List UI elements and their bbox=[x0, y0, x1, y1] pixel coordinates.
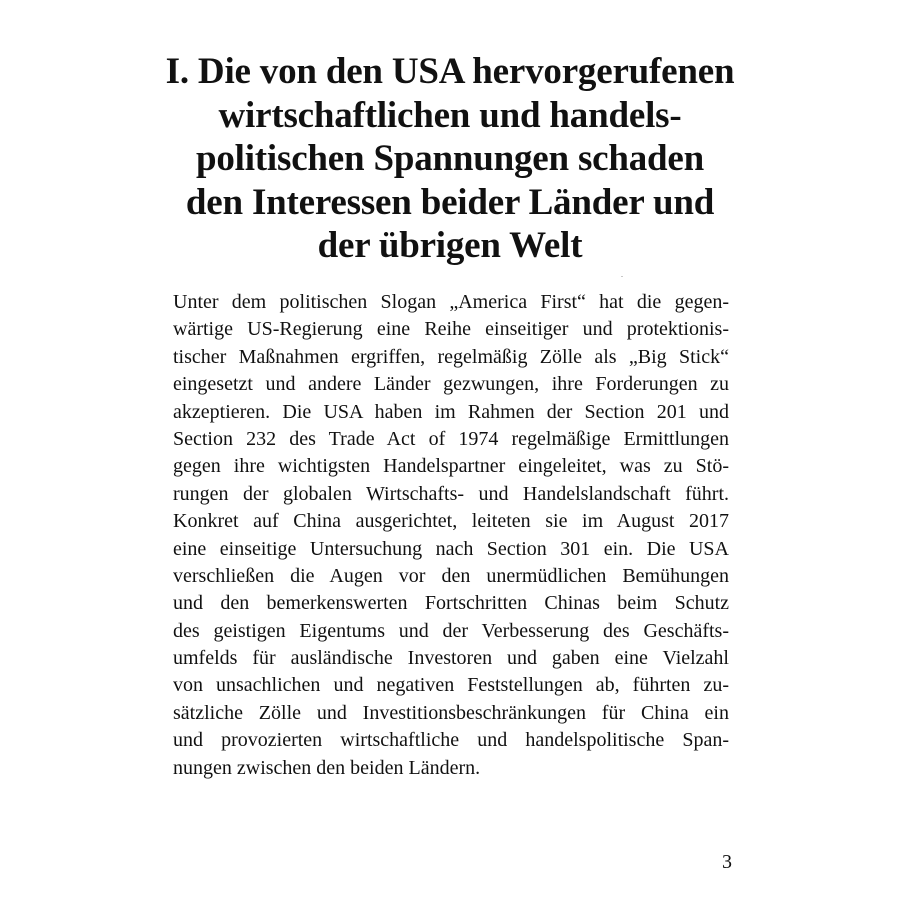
body-line: umfelds für ausländische Investoren und gaben eine Vielzahl bbox=[173, 647, 729, 670]
body-line: Konkret auf China ausgerichtet, leiteten sie im August 2017 bbox=[173, 510, 729, 533]
scan-speck bbox=[621, 276, 623, 277]
body-line: nungen zwischen den beiden Ländern. bbox=[173, 756, 481, 779]
body-line: akzeptieren. Die USA haben im Rahmen der Section 201 und bbox=[173, 400, 729, 423]
chapter-title-line: den Interessen beider Länder und bbox=[185, 181, 715, 223]
body-line: tischer Maßnahmen ergriffen, regelmäßig Zölle als „Big Stick“ bbox=[173, 345, 729, 368]
body-line: gegen ihre wichtigsten Handelspartner eingeleitet, was zu Stö- bbox=[173, 455, 729, 478]
body-line: sätzliche Zölle und Investitionsbeschränkungen für China ein bbox=[173, 701, 729, 724]
body-line: Section 232 des Trade Act of 1974 regelmäßige Ermittlungen bbox=[173, 427, 729, 450]
body-line: verschließen die Augen vor den unermüdlichen Bemühungen bbox=[173, 564, 729, 587]
body-line: von unsachlichen und negativen Feststellungen ab, führten zu- bbox=[173, 674, 729, 697]
body-line: rungen der globalen Wirtschafts- und Handelslandschaft führt. bbox=[173, 482, 729, 505]
chapter-title-line: politischen Spannungen schaden bbox=[195, 138, 705, 179]
chapter-title-line: der übrigen Welt bbox=[317, 225, 583, 266]
body-paragraph bbox=[173, 289, 729, 782]
body-line: und provozierten wirtschaftliche und handelspolitische Span- bbox=[173, 729, 729, 752]
chapter-title-line: wirtschaftlichen und handels- bbox=[218, 94, 682, 136]
body-line: eine einseitige Untersuchung nach Section 301 ein. Die USA bbox=[173, 537, 729, 560]
body-line: wärtige US-Regierung eine Reihe einseitiger und protektionis- bbox=[173, 318, 729, 341]
chapter-title-line: I. Die von den USA hervorgerufenen bbox=[165, 51, 735, 92]
chapter-title bbox=[140, 50, 760, 268]
body-line: des geistigen Eigentums und der Verbesserung des Geschäfts- bbox=[173, 619, 729, 642]
body-line: eingesetzt und andere Länder gezwungen, ihre Forderungen zu bbox=[173, 373, 729, 396]
body-line: und den bemerkenswerten Fortschritten Chinas beim Schutz bbox=[173, 592, 729, 615]
page-number: 3 bbox=[722, 851, 732, 873]
body-line: Unter dem politischen Slogan „America First“ hat die gegen- bbox=[173, 291, 729, 313]
